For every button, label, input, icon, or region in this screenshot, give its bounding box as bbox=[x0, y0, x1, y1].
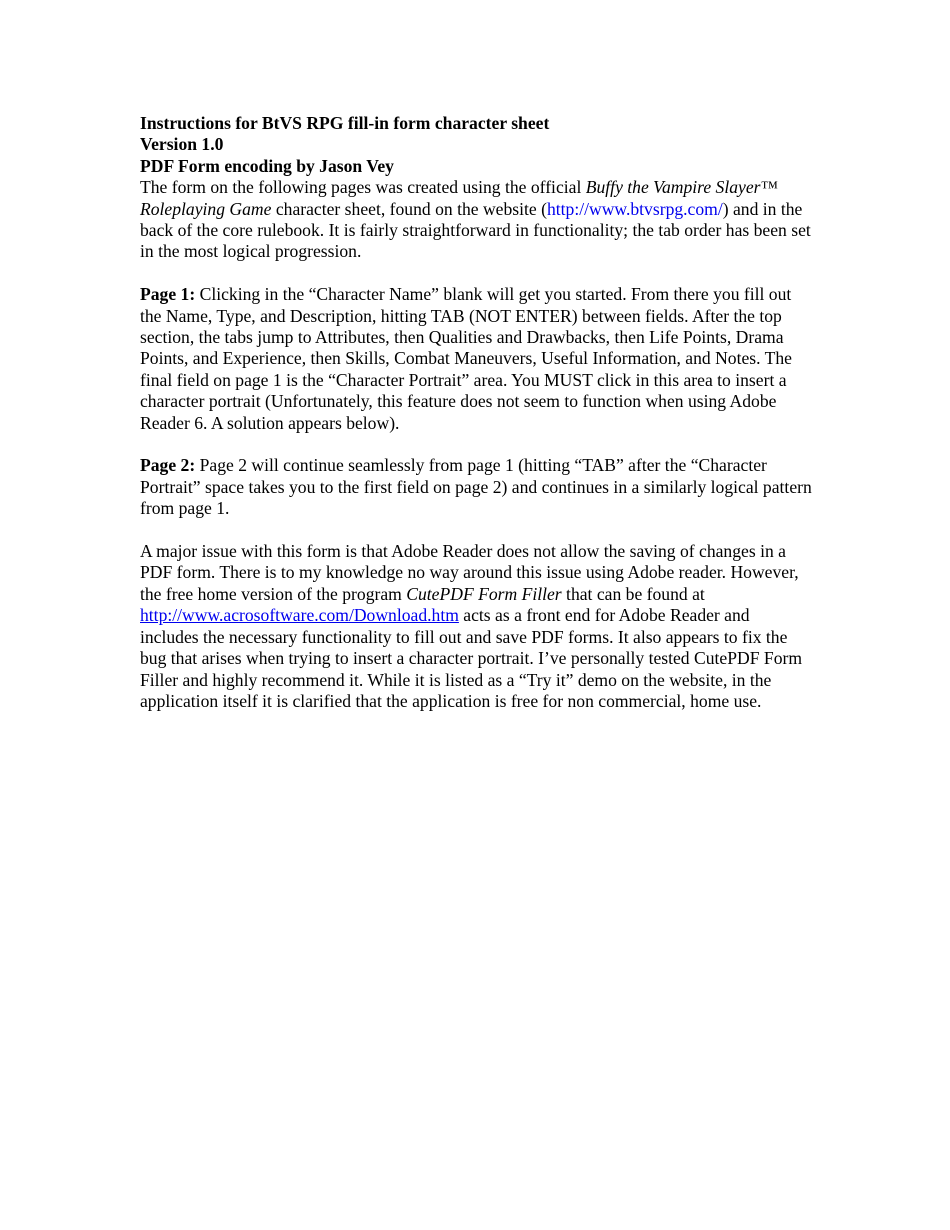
intro-text-1: The form on the following pages was created using the official bbox=[140, 177, 586, 198]
page1-paragraph bbox=[140, 284, 812, 434]
page1-text: Clicking in the “Character Name” blank will get you started. From there you fill out the Name, Type, and Description, hitting TAB (NOT ENTER) between fields. After the top section, the tabs jump to Attributes, then Qualities and Drawbacks, then Life Points, Drama Points, and Experience, then Skills, Combat Maneuvers, Useful Information, and Notes. The final field on page 1 is the “Character Portrait” area. You MUST click in this area to insert a character portrait (Unfortunately, this feature does not seem to function when using Adobe Reader 6. A solution appears below). bbox=[140, 284, 792, 433]
program-name: CutePDF Form Filler bbox=[406, 583, 562, 604]
document-version: Version 1.0 bbox=[140, 134, 224, 155]
document-title: Instructions for BtVS RPG fill-in form character sheet bbox=[140, 113, 550, 133]
page2-label: Page 2: bbox=[140, 455, 196, 476]
intro-text-2: character sheet, found on the website ( bbox=[271, 198, 547, 219]
acrosoftware-link[interactable]: http://www.acrosoftware.com/Download.htm bbox=[140, 605, 459, 626]
issue-text-1: A major issue with this form is that Adobe Reader does not allow the saving of changes in a PDF form. There is to my knowledge no way around this issue using Adobe reader. However, the free home version of the program bbox=[140, 541, 799, 604]
page1-label: Page 1: bbox=[140, 284, 196, 305]
document-credit: PDF Form encoding by Jason Vey bbox=[140, 155, 394, 176]
intro-text-3: ) and in the back of the core rulebook. It is fairly straightforward in functionality; the tab order has been set in the most logical progression. bbox=[140, 198, 811, 262]
page2-text: Page 2 will continue seamlessly from page 1 (hitting “TAB” after the “Character Portrait” space takes you to the first field on page 2) and continues in a similarly logical pattern from page 1. bbox=[140, 455, 812, 519]
btvsrpg-link[interactable]: http://www.btvsrpg.com/ bbox=[546, 198, 723, 219]
issue-text-2: that can be found at bbox=[561, 583, 705, 604]
page2-paragraph bbox=[140, 455, 812, 519]
intro-paragraph bbox=[140, 177, 812, 263]
game-title: Buffy the Vampire Slayer™ Roleplaying Game bbox=[140, 177, 778, 219]
issue-paragraph bbox=[140, 541, 812, 712]
document-body bbox=[140, 113, 812, 734]
issue-text-3: acts as a front end for Adobe Reader and includes the necessary functionality to fill out and save PDF forms. It also appears to fix the bug that arises when trying to insert a character portrait. I’ve personally tested CutePDF Form Filler and highly recommend it. While it is listed as a “Try it” demo on the website, in the application itself it is clarified that the application is free for non commercial, home use. bbox=[140, 605, 803, 711]
